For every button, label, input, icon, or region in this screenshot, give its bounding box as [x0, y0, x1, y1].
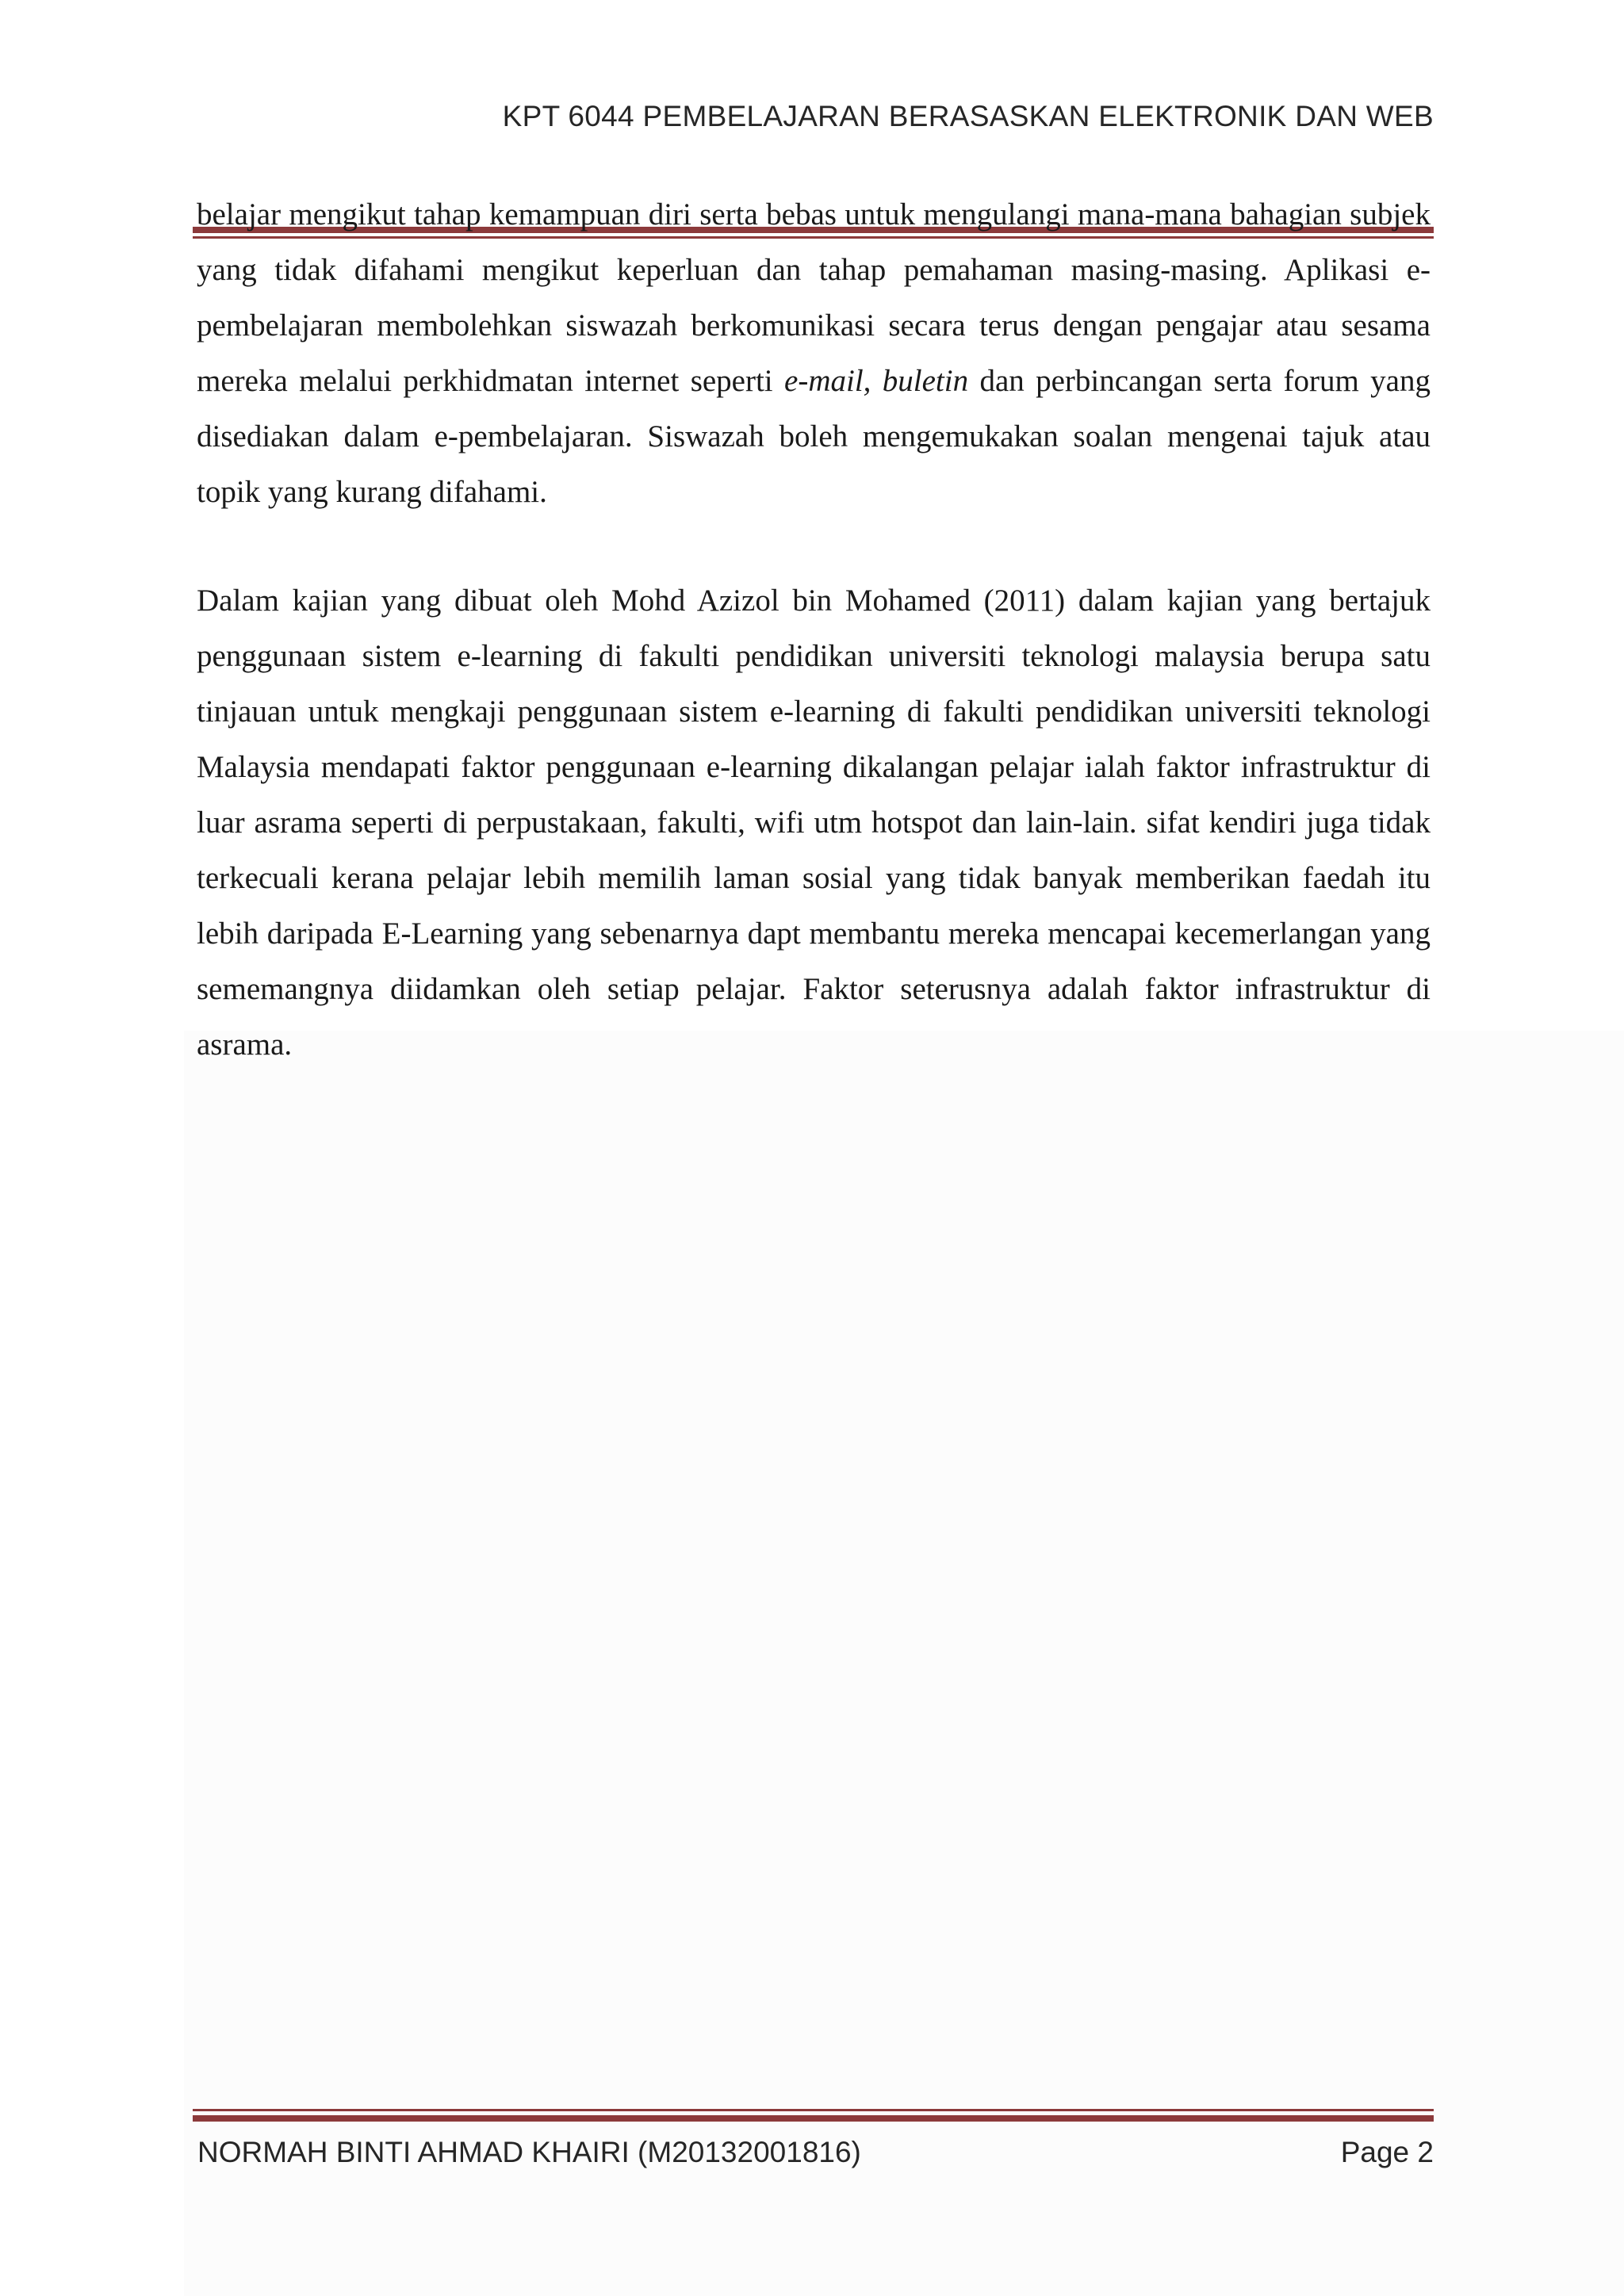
footer-author: NORMAH BINTI AHMAD KHAIRI (M20132001816): [197, 2136, 861, 2168]
page-background-shade: [184, 1031, 1624, 2296]
footer-rule-thick: [193, 2115, 1434, 2122]
footer-page-number: Page 2: [1340, 2136, 1434, 2168]
paragraph-1: [197, 187, 1431, 520]
header-title: KPT 6044 PEMBELAJARAN BERASASKAN ELEKTRONIK DAN WEB: [502, 100, 1434, 132]
paragraph-1-part-2: dan perbincangan serta forum yang disediakan dalam e-pembelajaran. Siswazah boleh mengemukakan soalan mengenai tajuk atau topik yang kurang difahami.: [197, 364, 1431, 509]
page-header: [193, 89, 1434, 144]
footer-rule-thin: [193, 2109, 1434, 2111]
paragraph-2: Dalam kajian yang dibuat oleh Mohd Azizol bin Mohamed (2011) dalam kajian yang bertajuk penggunaan sistem e-learning di fakulti pendidikan universiti teknologi malaysia berupa satu tinjauan untuk mengkaji penggunaan sistem e-learning di fakulti pendidikan universiti teknologi Malaysia mendapati faktor penggunaan e-learning dikalangan pelajar ialah faktor infrastruktur di luar asrama seperti di perpustakaan, fakulti, wifi utm hotspot dan lain-lain. sifat kendiri juga tidak terkecuali kerana pelajar lebih memilih laman sosial yang tidak banyak memberikan faedah itu lebih daripada E-Learning yang sebenarnya dapt membantu mereka mencapai kecemerlangan yang sememangnya diidamkan oleh setiap pelajar. Faktor seterusnya adalah faktor infrastruktur di asrama.: [197, 584, 1431, 1062]
page-footer: [193, 2109, 1434, 2172]
body-text: [197, 187, 1431, 1073]
paragraph-1-part-1: belajar mengikut tahap kemampuan diri serta bebas untuk mengulangi mana-mana bahagian subjek yang tidak difahami mengikut keperluan dan tahap pemahaman masing-masing. Aplikasi e-pembelajaran membolehkan siswazah berkomunikasi secara terus dengan pengajar atau sesama mereka melalui perkhidmatan internet seperti: [197, 197, 1431, 398]
paragraph-1-italic: e-mail, buletin: [784, 364, 969, 398]
